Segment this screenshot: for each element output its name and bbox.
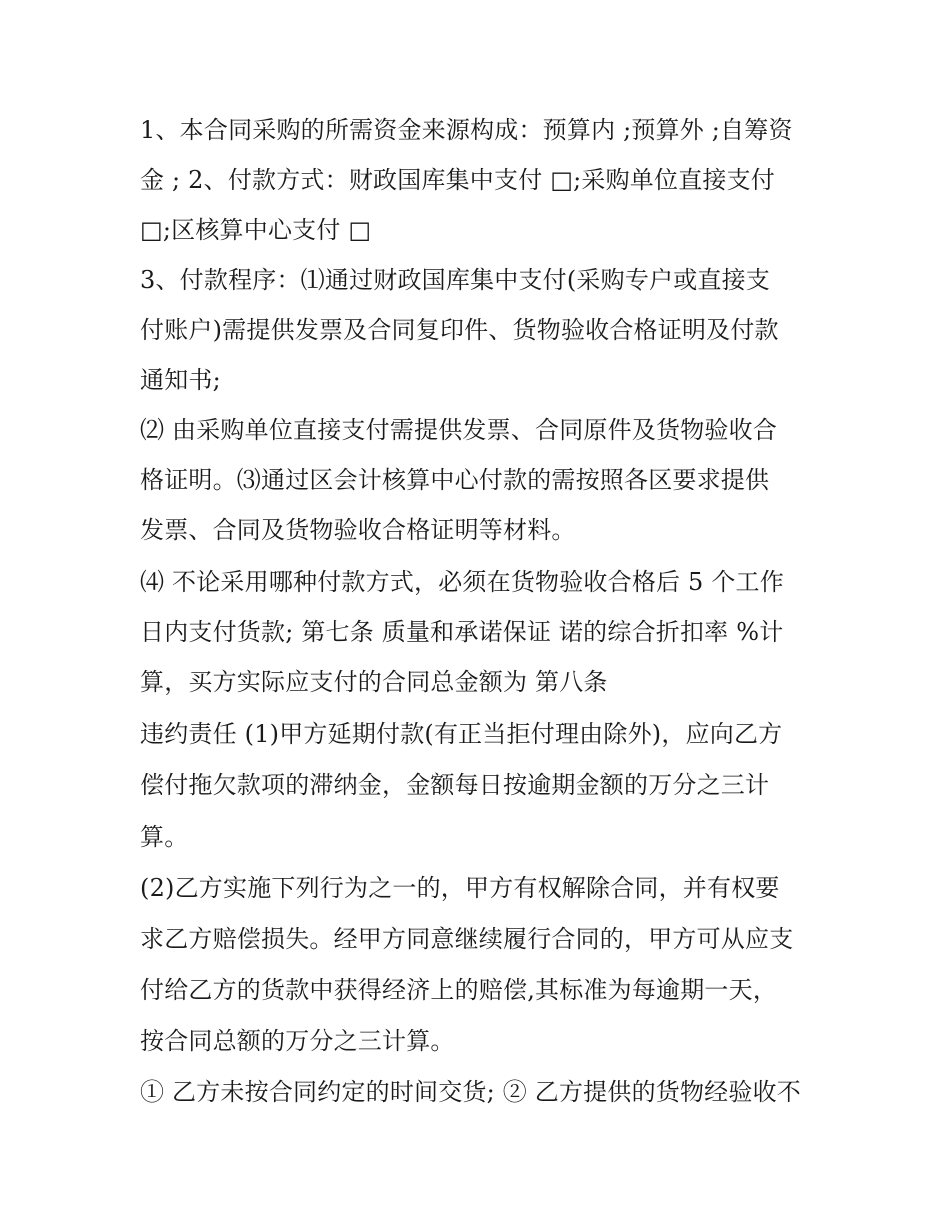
text-line: □;区核算中心支付 □ [140, 216, 372, 244]
text-line: 违约责任 (1)甲方延期付款(有正当拒付理由除外)，应向乙方 [140, 720, 783, 748]
text-line: ① 乙方未按合同约定的时间交货; ② 乙方提供的货物经验收不 [140, 1078, 801, 1106]
text-line: 发票、合同及货物验收合格证明等材料。 [140, 516, 576, 544]
text-line: 格证明。⑶通过区会计核算中心付款的需按照各区要求提供 [140, 466, 770, 494]
text-line: 偿付拖欠款项的滞纳金，金额每日按逾期金额的万分之三计 [140, 771, 770, 799]
text-line: 1、本合同采购的所需资金来源构成：预算内 ;预算外 ;自筹资 [140, 116, 793, 144]
text-line: 求乙方赔偿损失。经甲方同意继续履行合同的，甲方可从应支 [140, 925, 794, 953]
text-line: (2)乙方实施下列行为之一的，甲方有权解除合同，并有权要 [140, 874, 780, 902]
text-line: 通知书; [140, 366, 221, 394]
text-line: 日内支付货款; 第七条 质量和承诺保证 诺的综合折扣率 %计 [140, 618, 784, 646]
text-line: 付账户)需提供发票及合同复印件、货物验收合格证明及付款 [140, 316, 779, 344]
text-line: 金 ; 2、付款方式：财政国库集中支付 □;采购单位直接支付 [140, 166, 776, 194]
text-line: ⑷ 不论采用哪种付款方式，必须在货物验收合格后 5 个工作 [140, 568, 784, 596]
text-line: 算，买方实际应支付的合同总金额为 第八条 [140, 668, 608, 696]
text-line: 3、付款程序：⑴通过财政国库集中支付(采购专户或直接支 [140, 266, 771, 294]
text-line: ⑵ 由采购单位直接支付需提供发票、合同原件及货物验收合 [140, 416, 778, 444]
text-line: 算。 [140, 823, 189, 851]
text-line: 付给乙方的货款中获得经济上的赔偿,其标准为每逾期一天， [140, 976, 778, 1004]
text-line: 按合同总额的万分之三计算。 [140, 1027, 455, 1055]
